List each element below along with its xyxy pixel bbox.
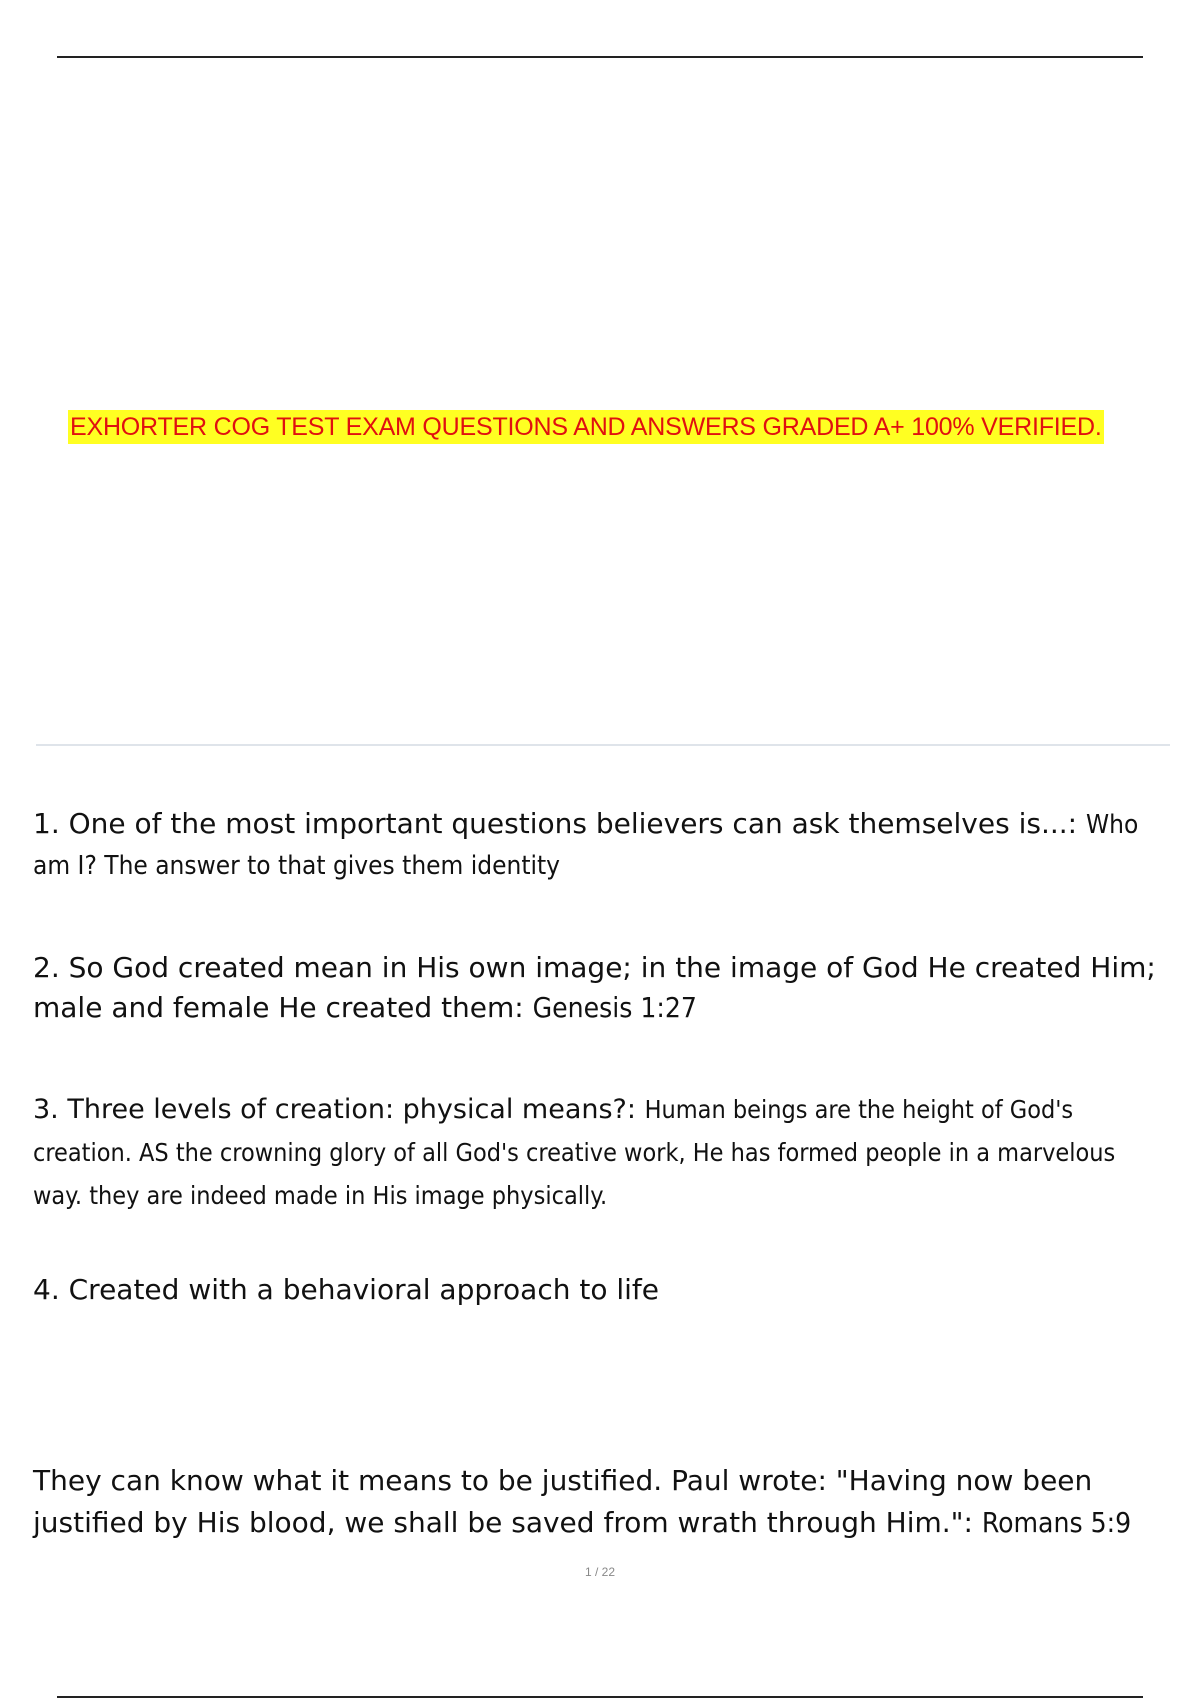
question-text: So God created mean in His own image; in the image of God He created Him; male and female He created them: [33,951,1156,1024]
question-text: One of the most important questions believers can ask themselves is...: [68,807,1086,840]
answer-text: Genesis 1:27 [532,991,697,1024]
item-number: 2. [33,951,60,984]
item-number: 3. [33,1094,59,1125]
item-number: 4. [33,1273,60,1306]
answer-text: Who am I? The answer to that gives them identity [33,810,1139,881]
question-text: They can know what it means to be justified. Paul wrote: "Having now been justified by His blood, we shall be saved from wrath through Him.": [33,1464,1093,1539]
question-text: Three levels of creation: physical means?: [67,1094,645,1125]
top-rule [57,56,1143,58]
answer-text: Romans 5:9 [981,1506,1132,1539]
qa-item-4 [33,1270,1169,1310]
section-divider [36,744,1170,746]
qa-item-1 [33,804,1169,886]
item-number: 1. [33,807,60,840]
qa-item-4-answer [33,1460,1169,1544]
qa-item-3 [33,1088,1169,1217]
title-block [68,410,1134,444]
bottom-rule [57,1696,1143,1698]
document-title: EXHORTER COG TEST EXAM QUESTIONS AND ANSWERS GRADED A+ 100% VERIFIED. [68,410,1104,444]
qa-item-2 [33,948,1169,1028]
page-number: 1 / 22 [584,1565,616,1579]
answer-text: Human beings are the height of God's creation. AS the crowning glory of all God's creative work, He has formed people in a marvelous way. they are indeed made in His image physically. [33,1095,1116,1210]
question-text: Created with a behavioral approach to life [68,1273,660,1306]
